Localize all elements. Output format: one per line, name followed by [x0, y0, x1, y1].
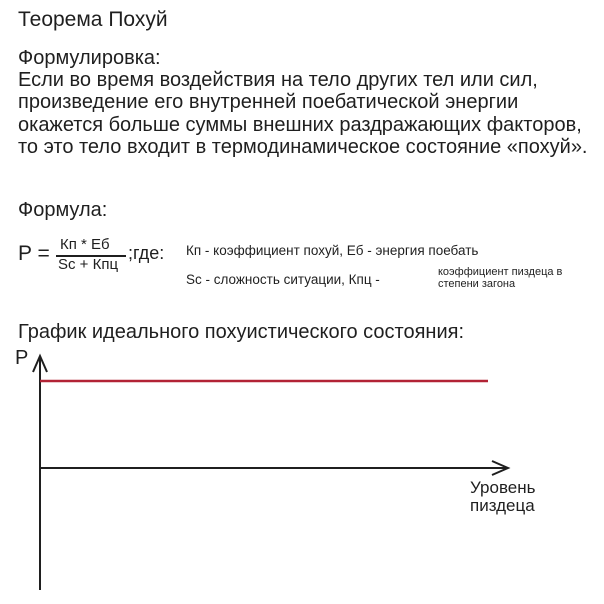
- page-title: Теорема Похуй: [18, 8, 168, 31]
- graph-title: График идеального похуистического состояния:: [18, 321, 465, 343]
- formula-lhs: P =: [18, 242, 50, 265]
- formula-definition-2: Sc - сложность ситуации, Кпц -: [186, 272, 380, 287]
- formula-label: Формула:: [18, 199, 108, 221]
- definition-label: Формулировка:: [18, 47, 161, 69]
- formula-denominator: Sc + Кпц: [58, 256, 119, 273]
- x-axis-label: Уровень пиздеца: [470, 478, 536, 515]
- formula-definition-1: Кп - коэффициент похуй, Еб - энергия поебать: [186, 243, 479, 258]
- formula-definition-2-note: коэффициент пиздеца в степени загона: [438, 266, 563, 290]
- formula-numerator: Кп * Еб: [60, 236, 110, 253]
- y-axis-label: P: [15, 347, 29, 369]
- formula-where: ;где:: [128, 243, 165, 263]
- definition-text: Если во время воздействия на тело других тел или сил, произведение его внутренней поебатической энергии окажется больше суммы внешних раздражающих факторов, то это тело входит в термодинамическое состояние «похуй».: [18, 69, 588, 158]
